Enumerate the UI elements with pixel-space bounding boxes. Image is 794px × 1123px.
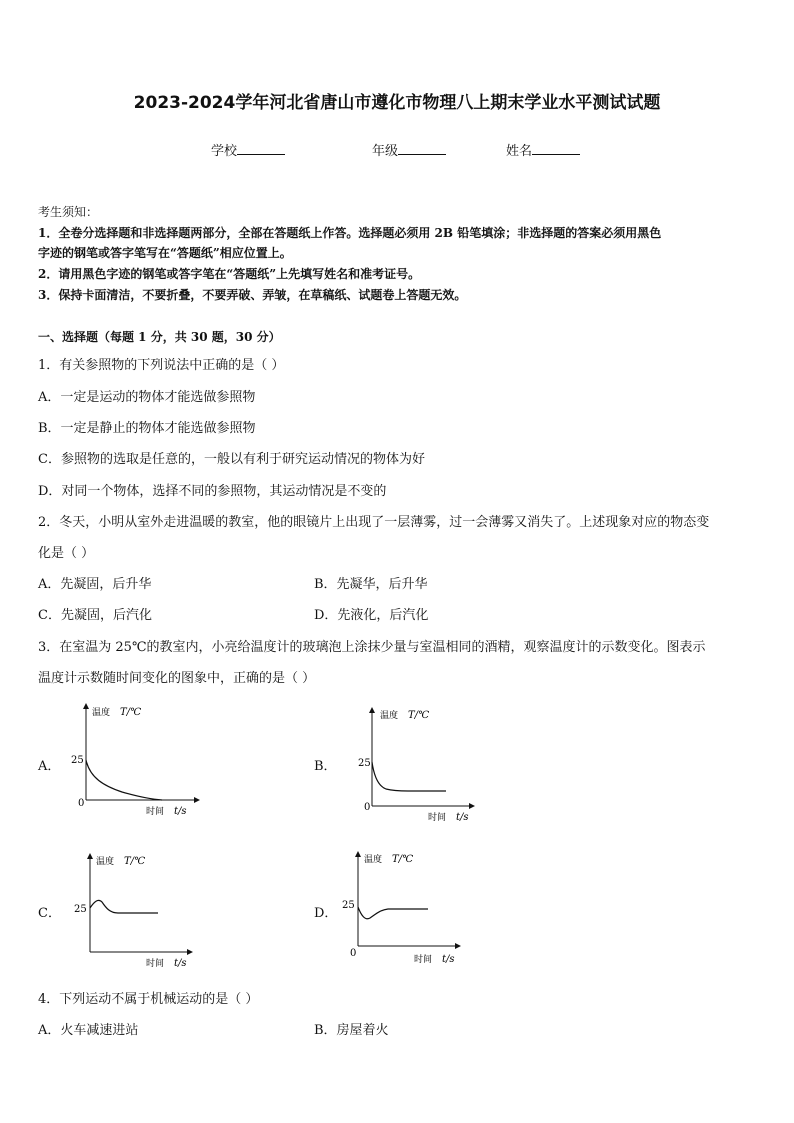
graph-d-yunit: T/℃ — [392, 854, 414, 865]
grade-blank[interactable] — [398, 142, 446, 155]
graph-a-xunit: t/s — [174, 806, 187, 817]
q4-option-a[interactable]: A．火车减速进站 — [38, 1023, 139, 1038]
graph-b-ylabel: 温度 — [380, 711, 399, 721]
graph-d-xunit: t/s — [442, 954, 455, 965]
q3-option-c[interactable]: C． — [38, 906, 61, 921]
graph-d-xlabel: 时间 — [414, 955, 433, 965]
q1-option-b[interactable]: B．一定是静止的物体才能选做参照物 — [38, 421, 256, 436]
graph-b-tick-25: 25 — [358, 758, 371, 769]
graph-b-yunit: T/℃ — [408, 710, 430, 721]
q1-option-d[interactable]: D．对同一个物体，选择不同的参照物，其运动情况是不变的 — [38, 484, 387, 499]
name-blank[interactable] — [532, 142, 580, 155]
q2-option-d[interactable]: D．先液化，后汽化 — [314, 608, 429, 623]
graph-c-tick-25: 25 — [74, 904, 87, 915]
notice-line-1a: 1．全卷分选择题和非选择题两部分，全部在答题纸上作答。选择题必须用 2B 铅笔填涂；非选择题的答案必须用黑色 — [38, 226, 662, 240]
q1-option-c[interactable]: C．参照物的选取是任意的，一般以有利于研究运动情况的物体为好 — [38, 452, 425, 467]
graph-c-curve — [90, 900, 158, 913]
graph-d-tick-25: 25 — [342, 900, 355, 911]
graph-c-xunit: t/s — [174, 958, 187, 969]
section-heading: 一、选择题（每题 1 分，共 30 题，30 分） — [38, 330, 281, 344]
graph-b-xunit: t/s — [456, 812, 469, 823]
q3-stem-line1: 3．在室温为 25℃的教室内，小亮给温度计的玻璃泡上涂抹少量与室温相同的酒精，观察温度计的示数变化。图表示 — [38, 640, 706, 655]
school-blank[interactable] — [237, 142, 285, 155]
grade-field — [372, 140, 446, 159]
graph-d-origin: 0 — [350, 948, 357, 959]
graph-b-curve — [372, 762, 446, 791]
graph-a-xlabel: 时间 — [146, 807, 165, 817]
graph-b — [348, 706, 478, 826]
graph-d-ylabel: 温度 — [364, 855, 383, 865]
page-title: 2023-2024学年河北省唐山市遵化市物理八上期末学业水平测试试题 — [133, 93, 661, 113]
q2-stem-line2: 化是（ ） — [38, 546, 95, 561]
q3-option-d[interactable]: D． — [314, 906, 338, 921]
q4-option-b[interactable]: B．房屋着火 — [314, 1023, 389, 1038]
graph-a — [62, 700, 202, 820]
graph-a-curve — [86, 760, 162, 800]
grade-label: 年级 — [372, 144, 399, 159]
q3-option-a[interactable]: A． — [38, 759, 61, 774]
graph-a-yunit: T/℃ — [120, 707, 142, 718]
school-label: 学校 — [211, 144, 238, 159]
graph-a-origin: 0 — [78, 798, 85, 809]
q3-stem-line2: 温度计示数随时间变化的图象中，正确的是（ ） — [38, 671, 316, 686]
name-field — [506, 140, 580, 159]
graph-b-xlabel: 时间 — [428, 813, 447, 823]
q2-option-c[interactable]: C．先凝固，后汽化 — [38, 608, 152, 623]
graph-c — [66, 852, 196, 972]
q4-stem: 4．下列运动不属于机械运动的是（ ） — [38, 992, 259, 1007]
graph-a-ylabel: 温度 — [92, 708, 111, 718]
q1-option-a[interactable]: A．一定是运动的物体才能选做参照物 — [38, 390, 256, 405]
notice-line-1b: 字迹的钢笔或答字笔写在“答题纸”相应位置上。 — [38, 246, 292, 260]
q2-option-b[interactable]: B．先凝华，后升华 — [314, 577, 428, 592]
school-field — [211, 140, 285, 159]
notice-heading: 考生须知： — [38, 205, 99, 219]
graph-c-xlabel: 时间 — [146, 959, 165, 969]
graph-b-origin: 0 — [364, 802, 371, 813]
q3-option-b[interactable]: B． — [314, 759, 337, 774]
q1-stem: 1．有关参照物的下列说法中正确的是（ ） — [38, 358, 285, 373]
graph-c-yunit: T/℃ — [124, 856, 146, 867]
graph-c-ylabel: 温度 — [96, 857, 115, 867]
q2-stem-line1: 2．冬天，小明从室外走进温暖的教室，他的眼镜片上出现了一层薄雾，过一会薄雾又消失了。上述现象对应的物态变 — [38, 515, 710, 530]
name-label: 姓名 — [506, 144, 533, 159]
graph-a-tick-25: 25 — [71, 755, 84, 766]
notice-line-2: 2．请用黑色字迹的钢笔或答字笔在“答题纸”上先填写姓名和准考证号。 — [38, 267, 421, 281]
graph-d — [334, 850, 464, 970]
graph-d-curve — [358, 907, 428, 919]
notice-line-3: 3．保持卡面清洁，不要折叠，不要弄破、弄皱，在草稿纸、试题卷上答题无效。 — [38, 288, 467, 302]
q2-option-a[interactable]: A．先凝固，后升华 — [38, 577, 152, 592]
